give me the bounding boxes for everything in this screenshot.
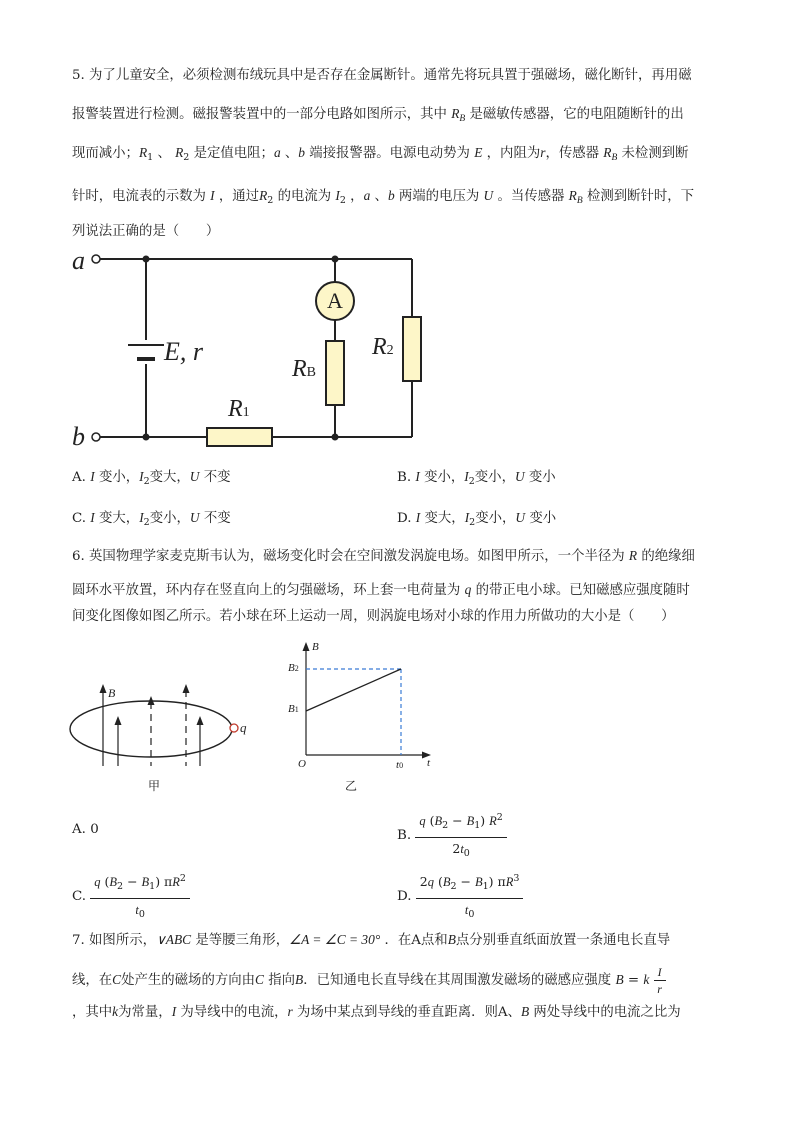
q5-option-d[interactable]: D. I 变大，$I_2$变小，U 变小	[397, 510, 557, 528]
q7-line-2: 线，在C处产生的磁场的方向由C 指向B．已知通电长直导线在其周围激发磁场的磁感应强度 B = k $\frac{I}{r}$	[72, 965, 722, 996]
q7-line-3: ，其中k为常量，I 为导线中的电流，r 为场中某点到导线的垂直距离．则A、B 两处导线中的电流之比为	[72, 1004, 681, 1020]
yi-t0-label: t0	[396, 759, 404, 771]
q6-line-3: 间变化图像如图乙所示。若小球在环上运动一周，则涡旋电场对小球的作用力所做功的大小是（ ）	[72, 609, 675, 624]
yi-b2-label: B2	[288, 662, 299, 674]
yi-origin-label: O	[298, 758, 306, 770]
jia-q-label: q	[240, 720, 247, 735]
q6-option-c[interactable]: C. $\frac{q (B_2 - B_1) \pi R^2}{t_0}$	[72, 869, 190, 925]
yi-caption: 乙	[345, 779, 358, 793]
q6-option-d[interactable]: D. $\frac{2q (B_2 - B_1) \pi R^3}{t_0}$	[397, 869, 523, 925]
q5-option-b[interactable]: B. I 变小，$I_2$变小，U 变小	[397, 469, 556, 487]
ammeter-label: A	[327, 288, 343, 313]
jia-caption: 甲	[148, 779, 161, 793]
q6-line-2: 圆环水平放置，环内存在竖直向上的匀强磁场，环上套一电荷量为 q 的带正电小球。已知磁感应强度随时	[72, 582, 690, 598]
q5-line-1: 5. 为了儿童安全，必须检测布绒玩具中是否存在金属断针。通常先将玩具置于强磁场，磁化断针，再用磁	[72, 68, 692, 83]
yi-b1-label: B1	[288, 703, 299, 715]
q6-option-a[interactable]: A. 0	[72, 822, 99, 837]
r1-label: R1	[228, 396, 250, 422]
yi-t-axis-label: t	[427, 757, 431, 769]
terminal-a-label: a	[72, 246, 85, 275]
terminal-b-label: b	[72, 422, 85, 451]
b-vs-t-line	[306, 669, 401, 711]
q6-line-1: 6. 英国物理学家麦克斯韦认为，磁场变化时会在空间激发涡旋电场。如图甲所示，一个半径为 R 的绝缘细	[72, 548, 695, 564]
q5-line-3: 现而减小；$R_1$ 、 $R_2$ 是定值电阻；a 、b 端接报警器。电源电动势为 E ，内阻为r，传感器 $R_B$ 未检测到断	[72, 145, 689, 163]
rb-label: RB	[292, 356, 317, 382]
jia-b-label: B	[108, 686, 116, 700]
q5-option-c[interactable]: C. I 变大，$I_2$变小，U 不变	[72, 510, 231, 528]
q5-line-2: 报警装置进行检测。磁报警装置中的一部分电路如图所示，其中 $R_B$ 是磁敏传感器，它的电阻随断针的出	[72, 106, 684, 124]
q5-line-4: 针时，电流表的示数为 I ，通过$R_2$ 的电流为 $I_2$ ，a 、b 两端的电压为 U 。当传感器 $R_B$ 检测到断针时，下	[72, 188, 695, 206]
q6-option-b[interactable]: B. $\frac{q (B_2 - B_1) R^2}{2t_0}$	[397, 808, 507, 864]
q5-line-5: 列说法正确的是（ ）	[72, 224, 220, 239]
q7-line-1: 7. 如图所示，∨ABC 是等腰三角形，∠A = ∠C = 30° ．在A点和B点分别垂直纸面放置一条通电长直导	[72, 932, 671, 948]
q5-option-a[interactable]: A. I 变小，$I_2$变大，U 不变	[72, 469, 231, 487]
r2-label: R2	[372, 334, 394, 360]
source-label: E, r	[164, 337, 203, 366]
yi-b-axis-label: B	[312, 641, 319, 653]
